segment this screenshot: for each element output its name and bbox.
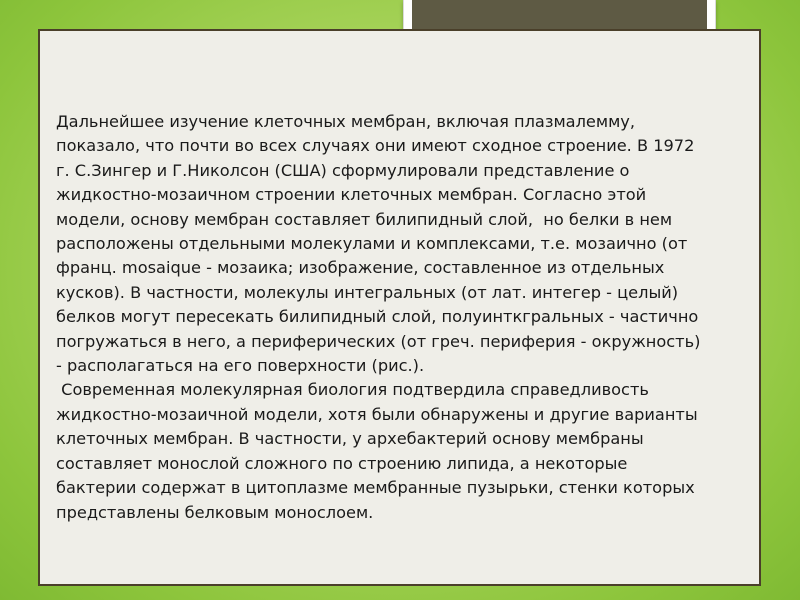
text-line: показало, что почти во всех случаях они имеют сходное строение. В 1972 (56, 136, 695, 156)
text-line: бактерии содержат в цитоплазме мембранные пузырьки, стенки которых (56, 478, 695, 498)
text-line: модели, основу мембран составляет билипидный слой, но белки в нем (56, 209, 673, 229)
text-line: белков могут пересекать билипидный слой, полуинткгральных - частично (56, 307, 699, 327)
text-line: клеточных мембран. В частности, у архебактерий основу мембраны (56, 429, 644, 449)
text-line: кусков). В частности, молекулы интегральных (от лат. интегер - целый) (56, 282, 679, 302)
text-line: представлены белковым монослоем. (56, 502, 374, 522)
text-line: - располагаться на его поверхности (рис.). (56, 356, 425, 376)
text-line: Дальнейшее изучение клеточных мембран, включая плазмалемму, (56, 112, 636, 131)
slide-body-text (56, 110, 750, 525)
text-line: составляет монослой сложного по строению липида, а некоторые (56, 453, 628, 473)
text-line: Современная молекулярная биология подтвердила справедливость (56, 380, 649, 400)
text-line: погружаться в него, а периферических (от греч. периферия - окружность) (56, 331, 701, 351)
text-line: расположены отдельными молекулами и комплексами, т.е. мозаично (от (56, 234, 688, 254)
text-line: жидкостно-мозаичной модели, хотя были обнаружены и другие варианты (56, 404, 698, 424)
text-line: франц. mosaique - мозаика; изображение, составленное из отдельных (56, 258, 665, 278)
text-line: жидкостно-мозаичном строении клеточных мембран. Согласно этой (56, 185, 647, 205)
text-line: г. С.Зингер и Г.Николсон (США) сформулировали представление о (56, 160, 630, 180)
